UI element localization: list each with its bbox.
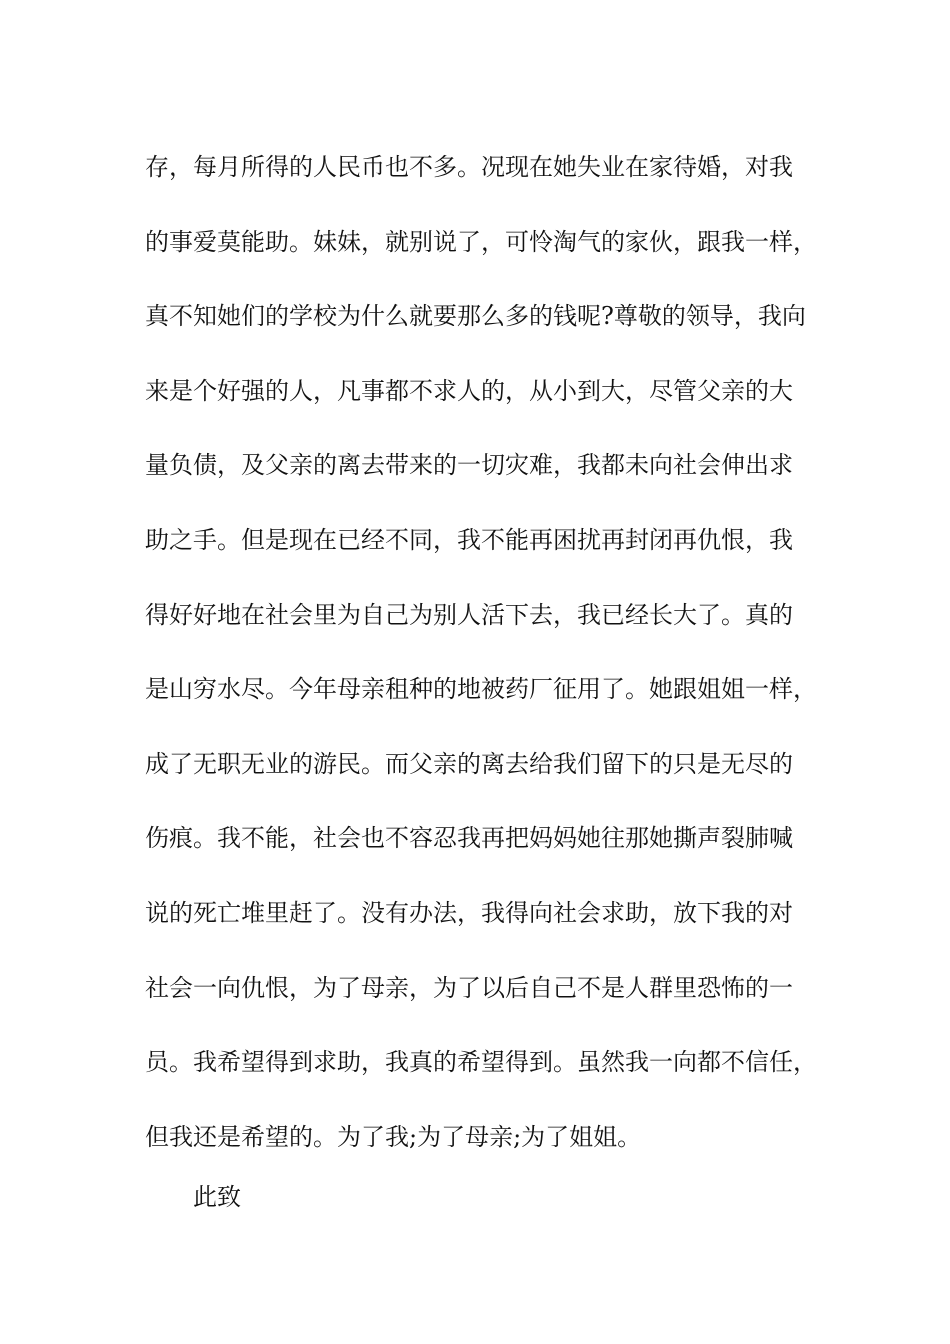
text-line: 说的死亡堆里赶了。没有办法，我得向社会求助，放下我的对 [145,898,793,927]
text-line: 来是个好强的人，凡事都不求人的，从小到大，尽管父亲的大 [145,376,793,405]
text-line: 员。我希望得到求助，我真的希望得到。虽然我一向都不信任， [145,1048,817,1077]
text-line: 量负债，及父亲的离去带来的一切灾难，我都未向社会伸出求 [145,451,793,480]
text-line: 但我还是希望的。为了我;为了母亲;为了姐姐。 [145,1122,642,1151]
text-line: 真不知她们的学校为什么就要那么多的钱呢?尊敬的领导，我向 [145,302,806,331]
text-line: 得好好地在社会里为自己为别人活下去，我已经长大了。真的 [145,600,793,629]
text-line: 是山穷水尽。今年母亲租种的地被药厂征用了。她跟姐姐一样， [145,675,817,704]
letter-body [145,130,845,1174]
text-line: 伤痕。我不能，社会也不容忍我再把妈妈她往那她撕声裂肺喊 [145,824,793,853]
text-line: 的事爱莫能助。妹妹，就别说了，可怜淘气的家伙，跟我一样， [145,227,817,256]
text-line: 社会一向仇恨，为了母亲，为了以后自己不是人群里恐怖的一 [145,973,793,1002]
text-line: 成了无职无业的游民。而父亲的离去给我们留下的只是无尽的 [145,749,793,778]
text-line: 存，每月所得的人民币也不多。况现在她失业在家待婚，对我 [145,153,793,181]
closing-salutation: 此致 [193,1183,241,1211]
text-line: 助之手。但是现在已经不同，我不能再困扰再封闭再仇恨，我 [145,525,793,554]
